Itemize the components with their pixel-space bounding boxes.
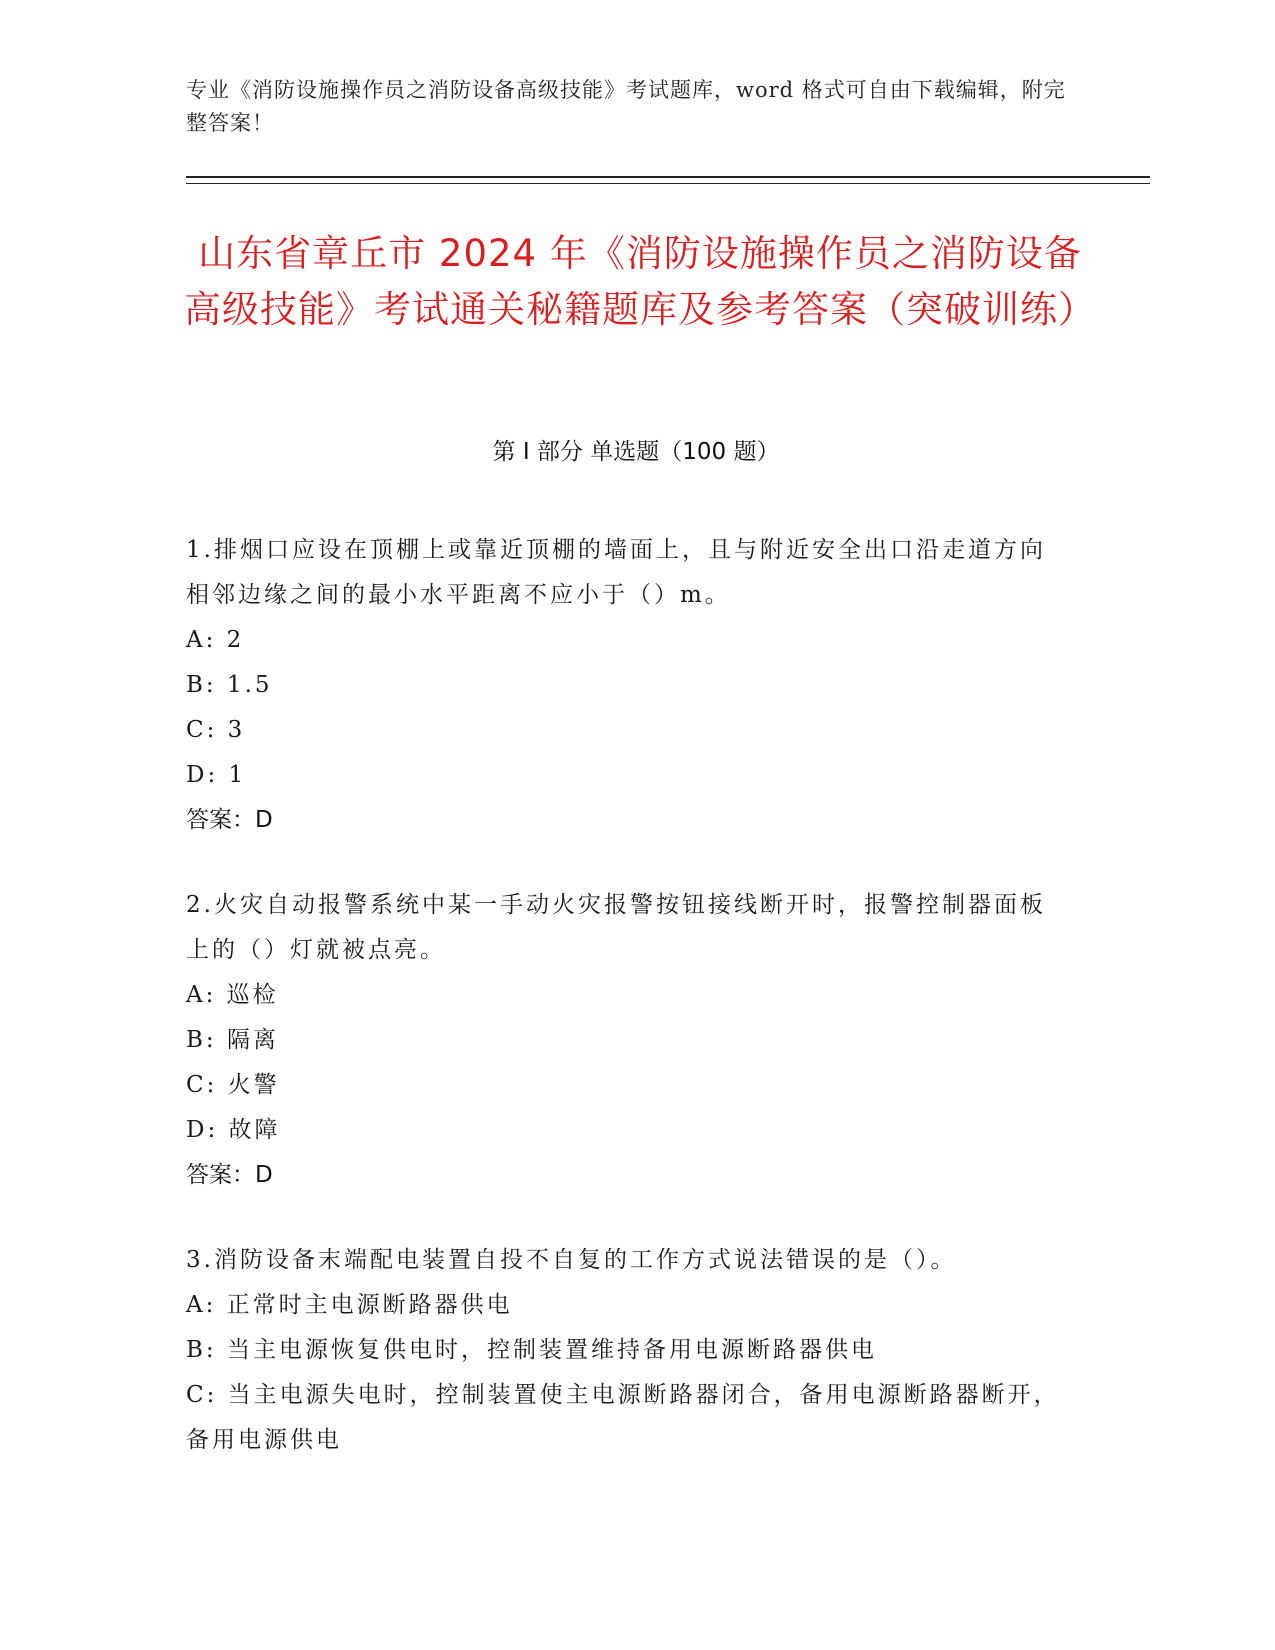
document-title: 山东省章丘市 2024 年《消防设施操作员之消防设备高级技能》考试通关秘籍题库及参考答案（突破训练） <box>184 232 1096 331</box>
question-1 <box>186 528 1066 843</box>
question-3 <box>186 1238 1066 1463</box>
option-c: C: 火警 <box>186 1072 280 1098</box>
question-stem: 2.火灾自动报警系统中某一手动火灾报警按钮接线断开时，报警控制器面板上的（）灯就被点亮。 <box>186 892 1046 963</box>
header-rule-thick <box>186 176 1150 178</box>
answer: 答案：D <box>186 1162 273 1188</box>
header-rule-thin <box>186 183 1150 184</box>
option-b: B: 隔离 <box>186 1027 279 1053</box>
option-c: C: 当主电源失电时，控制装置使主电源断路器闭合，备用电源断路器断开，备用电源供电 <box>186 1382 1060 1453</box>
option-d: D: 故障 <box>186 1117 281 1143</box>
option-a: A: 正常时主电源断路器供电 <box>186 1292 513 1318</box>
question-list <box>186 528 1066 1503</box>
option-a: A: 2 <box>186 627 245 653</box>
question-2 <box>186 883 1066 1198</box>
option-b: B: 1.5 <box>186 672 273 698</box>
answer: 答案：D <box>186 807 273 833</box>
option-d: D: 1 <box>186 762 247 788</box>
option-a: A: 巡检 <box>186 982 279 1008</box>
section-title: 第 I 部分 单选题（100 题） <box>492 439 780 465</box>
header-note: 专业《消防设施操作员之消防设备高级技能》考试题库，word 格式可自由下载编辑，附完整答案！ <box>186 78 1066 135</box>
question-stem: 3.消防设备末端配电装置自投不自复的工作方式说法错误的是（）。 <box>186 1247 957 1273</box>
option-b: B: 当主电源恢复供电时，控制装置维持备用电源断路器供电 <box>186 1337 877 1363</box>
question-stem: 1.排烟口应设在顶棚上或靠近顶棚的墙面上，且与附近安全出口沿走道方向相邻边缘之间的最小水平距离不应小于（）m。 <box>186 537 1046 608</box>
option-c: C: 3 <box>186 717 246 743</box>
